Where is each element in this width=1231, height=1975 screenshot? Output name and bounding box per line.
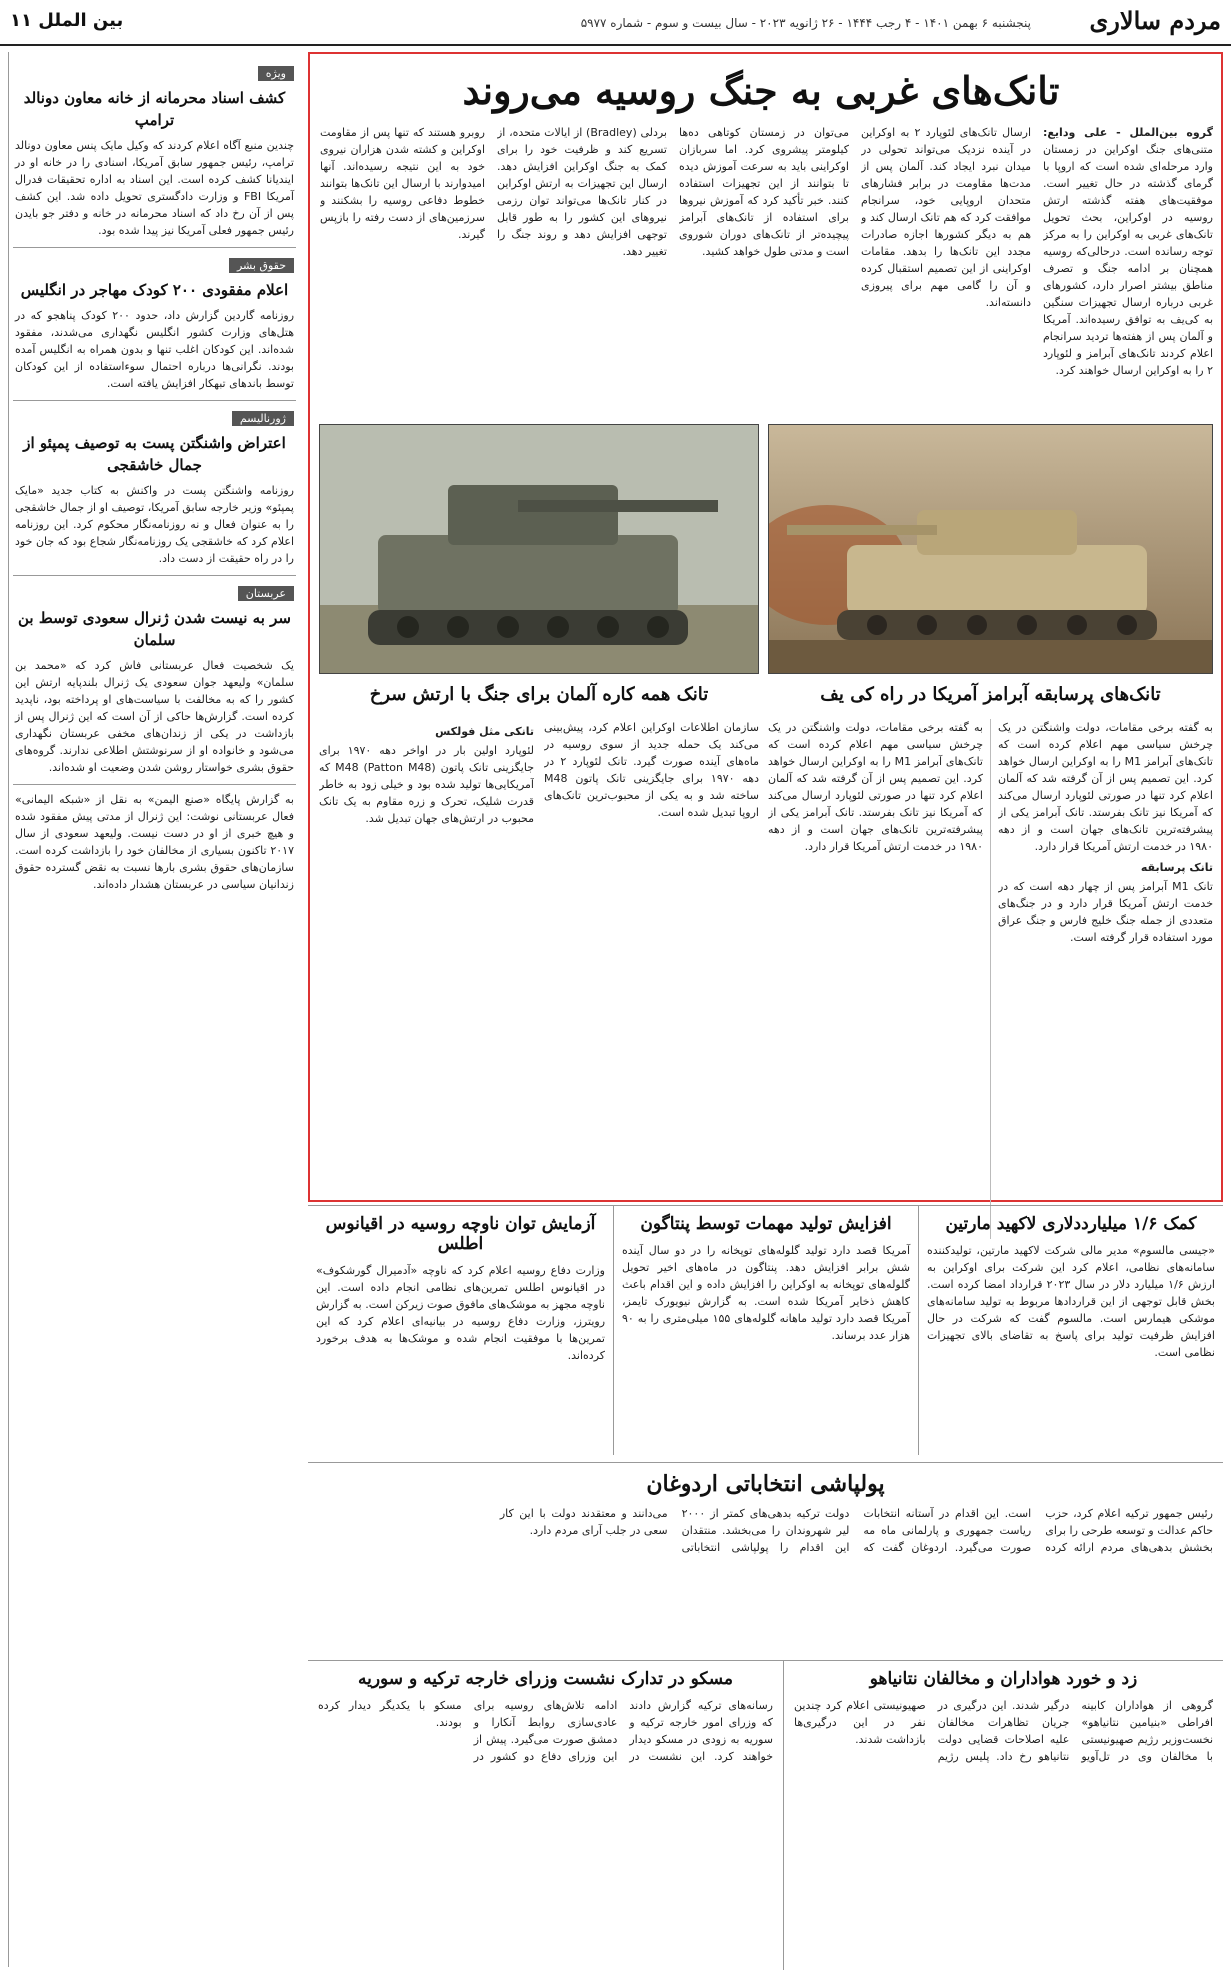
sidebar-tag: حقوق بشر [229,258,294,273]
sidebar-tag: ویژه [258,66,294,81]
sidebar-text: روزنامه واشنگتن پست در واکنش به کتاب جدید «مایک پمپئو» وزیر خارجه سابق آمریکا، توصیف او از جمال خاشقجی را به عنوان فعال و نه روزنامه‌نگار محکوم کرد. این روزنامه اعلام کرد که خاشقجی یک روزنامه‌نگار شجاع بود که جان خود را در راه حقیقت از دست داد. [15,484,294,565]
box-title: افزایش تولید مهمات توسط پنتاگون [640,1214,892,1234]
sidebar-article [13,248,296,401]
sidebar-article [13,785,296,901]
erdogan-text: رئیس جمهور ترکیه اعلام کرد، حزب حاکم عدالت و توسعه طرحی را برای بخشش بدهی‌های مردم ارائه کرده است. این اقدام در آستانه انتخابات ریاست جمهوری و پارلمانی ماه مه صورت می‌گیرد. اردوغان گفت که دولت ترکیه بدهی‌های کمتر از ۲۰۰۰ لیر شهروندان را می‌بخشد. منتقدان این اقدام را پولپاشی انتخاباتی می‌دانند و معتقدند دولت با این کار سعی در جلب آرای مردم دارد. [499,1507,1213,1554]
sidebar-text: یک شخصیت فعال عربستانی فاش کرد که «محمد بن سلمان» ولیعهد جوان سعودی یک ژنرال بلندپایه ارتش این کشور را که به مخالفت با سیاست‌های او پرداخته بود، ناپدید کرده است. گزارش‌ها حاکی از آن است که این ژنرال پس از بازداشت در یکی از زندان‌های مخفی عربستان نگهداری می‌شود و خانواده او از سرنوشتش اطلاعی ندارند. گروه‌های حقوق بشری خواستار روشن شدن وضعیت او شده‌اند. [15,659,294,774]
leopard-tank-image [319,425,758,674]
leopard-text-2: لئوپارد اولین بار در اواخر دهه ۱۹۷۰ برای جایگزینی تانک پاتون M48 (Patton M48) که آمریکایی‌ها تولید شده بود و خیلی زود به خاطر قدرت شلیک، تحرک و زره مقاوم به یک تانک محبوب در ارتش‌های جهان تبدیل شد. [319,744,534,825]
main-col-1 [1043,124,1213,414]
sidebar-article [13,401,296,576]
main-headline: تانک‌های غربی به جنگ روسیه می‌روند [462,68,1060,113]
sidebar-article [13,56,296,248]
main-col-2: ارسال تانک‌های لئوپارد ۲ به اوکراین در آینده نزدیک می‌تواند تحولی در میدان نبرد ایجاد کند. آلمان پس از مدت‌ها مقاومت در برابر فشارهای متحدان اروپایی خود، سرانجام موافقت کرد که هم تانک ارسال کند و هم به دیگر کشورها اجازه صادرات مجدد این تانک‌ها را بدهد. مقامات اوکراینی از این تصمیم استقبال کرده و آن را گامی مهم برای پیروزی دانسته‌اند. [861,126,1031,309]
abrams-text-2: تانک M1 آبرامز پس از چهار دهه است که در خدمت ارتش آمریکا قرار دارد و در جنگ‌های متعددی از جمله جنگ خلیج فارس و جنگ عراق مورد استفاده قرار گرفته است. [998,880,1213,944]
sidebar-tag: ژورنالیسم [232,411,294,426]
main-col-4: بردلی (Bradley) از ایالات متحده، از تسریع کند و ظرفیت خود را برای کمک به جنگ اوکراین افزایش دهد. ارسال این تجهیزات به ارتش اوکراین در کنار تانک‌ها می‌تواند توان رزمی نیروهای این کشور را به طور قابل توجهی افزایش دهد و روند جنگ را تغییر دهد. [497,126,667,258]
sidebar-text: چندین منبع آگاه اعلام کردند که وکیل مایک پنس معاون دونالد ترامپ، رئیس جمهور سابق آمریکا، اسنادی را در خانه او در ایندیانا کشف کرده است. این اسناد به اداره تحقیقات فدرال آمریکا FBI و وزارت دادگستری تحویل داده شد. این کشف پس از آن رخ داد که اسناد محرمانه در خانه و دفتر جو بایدن رئیس جمهور فعلی آمریکا نیز پیدا شده بود. [15,139,294,237]
sidebar-title: اعتراض واشنگتن پست به توصیف پمپئو از جمال خاشقجی [23,434,286,474]
byline: گروه بین‌الملل - علی ودایع: [1043,126,1213,139]
main-col-5: روبرو هستند که تنها پس از مقاومت اوکراین و کشته شدن هزاران نیروی خود به این نتیجه رسیده‌اند. آنها امیدوارند با ارسال این تانک‌ها بتوانند خطوط دفاعی روسیه را بشکنند و سرزمین‌های از دست رفته را بازپس گیرند. [320,126,485,241]
abrams-col-2: به گفته برخی مقامات، دولت واشنگتن در یک چرخش سیاسی مهم اعلام کرده است که تانک‌های آبرامز M1 را به اوکراین ارسال خواهد کرد. این تصمیم پس از آن گرفته شد که آلمان اعلام کرد تنها در صورتی لئوپارد ارسال می‌کند که آمریکا نیز تانک بفرستد. تانک آبرامز یکی از پیشرفته‌ترین تانک‌های جهان است و از دهه ۱۹۸۰ در خدمت ارتش آمریکا قرار دارد. [768,721,983,853]
lockheed-box [918,1205,1223,1455]
box-text: وزارت دفاع روسیه اعلام کرد که ناوچه «آدمیرال گورشکوف» در اقیانوس اطلس تمرین‌های نظامی انجام داده است. این ناوچه مجهز به موشک‌های مافوق صوت زیرکن است. به گزارش رویترز، وزارت دفاع روسیه در بیانیه‌ای اعلام کرد که این تمرین‌ها با موفقیت انجام شده و موشک‌ها به هدف برخورد کرده‌اند. [316,1264,605,1362]
lead-text: متنی‌های جنگ اوکراین در زمستان وارد مرحله‌ای شده است که اروپا با گرمای گذشته در حال تغییر است. موفقیت‌های هفته گذشته ارتش روسیه در اوکراین، بحث تحویل تانک‌های غربی به اوکراین را به مرکز توجه رسانده است. درحالی‌که روسیه همچنان بر ادامه جنگ و تصرف مناطق بیشتر اصرار دارد، کشورهای غربی درباره ارسال تجهیزات سنگین به کی‌یف به توافق رسیده‌اند. آمریکا و آلمان پس از هفته‌ها تردید سرانجام اعلام کردند تانک‌های آبرامز و لئوپارد ۲ را به اوکراین ارسال خواهند کرد. [1043,143,1213,377]
leopard-headline: تانک همه کاره آلمان برای جنگ با ارتش سرخ [369,684,709,705]
sidebar-title: سر به نیست شدن ژنرال سعودی توسط بن سلمان [18,609,291,649]
netanyahu-headline: زد و خورد هواداران و مخالفان نتانیاهو [869,1669,1138,1689]
box-text: «جیسی مالسوم» مدیر مالی شرکت لاکهید مارتین، تولیدکننده سامانه‌های نظامی، اعلام کرد این شرکت برای اوکراین به ارزش ۱/۶ میلیارد دلار در سال ۲۰۲۳ قرارداد امضا کرده است. بخش قابل توجهی از این قراردادها مربوط به تولید سامانه‌های موشکی هیمارس است. مالسوم گفت که شرکت در حال افزایش ظرفیت تولید برای پاسخ به تقاضای بالای تجهیزات نظامی است. [927,1244,1215,1359]
leopard-subhead: تانکی مثل فولکس [435,725,534,738]
abrams-tank-image [768,425,1212,674]
moscow-article [308,1660,783,1970]
sidebar-text: به گزارش پایگاه «صنع الیمن» به نقل از «شبکه الیمانی» فعال عربستانی نوشت: این ژنرال از مدتی پیش مفقود شده و هیچ خبری از او در دست نیست. ولیعهد سعودی از سال ۲۰۱۷ تاکنون بسیاری از مخالفان خود را بازداشت کرده است. سازمان‌های حقوق بشری بارها نسبت به نقض گسترده حقوق زندانیان سیاسی در عربستان هشدار داده‌اند. [15,793,294,891]
pentagon-box [613,1205,918,1455]
sidebar-tag: عربستان [238,586,294,601]
sidebar-article [13,576,296,785]
box-title: آزمایش توان ناوچه روسیه در اقیانوس اطلس [325,1214,596,1254]
abrams-text: به گفته برخی مقامات، دولت واشنگتن در یک چرخش سیاسی مهم اعلام کرده است که تانک‌های آبرامز M1 را به اوکراین ارسال خواهد کرد. این تصمیم پس از آن گرفته شد که آلمان اعلام کرد تنها در صورتی لئوپارد ارسال می‌کند که آمریکا نیز تانک بفرستد. تانک آبرامز یکی از پیشرفته‌ترین تانک‌های جهان است و از دهه ۱۹۸۰ در خدمت ارتش آمریکا قرار دارد. [998,721,1213,853]
moscow-headline: مسکو در تدارک نشست وزرای خارجه ترکیه و سوریه [357,1669,734,1689]
sidebar-title: کشف اسناد محرمانه از خانه معاون دونالد ترامپ [23,89,286,129]
abrams-photo [768,424,1213,674]
section-label: بین الملل ۱۱ [10,10,124,31]
main-feature [308,52,1223,1202]
box-text: آمریکا قصد دارد تولید گلوله‌های توپخانه را در دو سال آینده شش برابر افزایش دهد. پنتاگون در ماه‌های اخیر تحویل گلوله‌های توپخانه به اوکراین را افزایش داده و این اقدام باعث کاهش ذخایر آمریکا شده است. به گزارش نیویورک تایمز، آمریکا قصد دارد تولید ماهانه گلوله‌های ۱۵۵ میلی‌متری را به ۹۰ هزار عدد برساند. [622,1244,910,1342]
box-title: کمک ۱/۶ میلیارددلاری لاکهید مارتین [945,1214,1197,1234]
erdogan-headline: پولپاشی انتخاباتی اردوغان [646,1471,885,1497]
moscow-text: رسانه‌های ترکیه گزارش دادند که وزرای امور خارجه ترکیه و سوریه به زودی در مسکو دیدار خواهند کرد. این نشست در ادامه تلاش‌های روسیه برای عادی‌سازی روابط آنکارا و دمشق صورت می‌گیرد. پیش از این وزرای دفاع دو کشور در مسکو با یکدیگر دیدار کرده بودند. [318,1699,773,1763]
issue-info: پنجشنبه ۶ بهمن ۱۴۰۱ - ۴ رجب ۱۴۴۴ - ۲۶ ژانویه ۲۰۲۳ - سال بیست و سوم - شماره ۵۹۷۷ [580,16,1031,30]
main-col-3: می‌توان در زمستان کوتاهی ده‌ها کیلومتر پیشروی کرد. اما سربازان اوکراینی باید به سرعت آموزش دیده تا بتوانند از این تجهیزات استفاده کنند. خبر تأکید کرد که آموزش نیروها برای استفاده از تانک‌های آبرامز پیچیده‌تر از تانک‌های دوران شوروی است و مدتی طول خواهد کشید. [679,126,849,258]
leopard-photo [319,424,759,674]
abrams-col-1 [998,719,1213,1239]
sidebar-title: اعلام مفقودی ۲۰۰ کودک مهاجر در انگلیس [20,281,289,299]
sidebar-text: روزنامه گاردین گزارش داد، حدود ۲۰۰ کودک پناهجو که در هتل‌های وزارت کشور انگلیس نگهداری می‌شدند، مفقود شده‌اند. این کودکان اغلب تنها و بدون همراه به انگلیس آمده بودند. نگرانی‌ها درباره احتمال سوءاستفاده از این کودکان توسط باندهای تبهکار افزایش یافته است. [15,309,295,390]
sidebar [8,52,300,1967]
netanyahu-article [783,1660,1223,1970]
erdogan-article [308,1462,1223,1652]
abrams-subhead: تانک پرسابقه [1140,861,1213,874]
page-header [0,0,1231,46]
newspaper-logo: مردم سالاری [1089,6,1221,35]
leopard-col-1: سازمان اطلاعات اوکراین اعلام کرد، پیش‌بینی می‌کند یک حمله جدید از سوی روسیه در ماه‌های آینده صورت گیرد. تانک لئوپارد ۲ در دهه ۱۹۷۰ برای جایگزینی تانک پاتون M48 ساخته شد و به یکی از محبوب‌ترین تانک‌های اروپا تبدیل شده است. [544,721,759,819]
leopard-col-2 [319,719,534,1239]
netanyahu-text: گروهی از هواداران کابینه افراطی «بنیامین نتانیاهو» نخست‌وزیر رژیم صهیونیستی با مخالفان وی در تل‌آویو درگیر شدند. این درگیری در جریان تظاهرات مخالفان علیه اصلاحات قضایی دولت نتانیاهو رخ داد. پلیس رژیم صهیونیستی اعلام کرد چندین نفر در این درگیری‌ها بازداشت شدند. [794,1699,1213,1763]
abrams-headline: تانک‌های پرسابقه آبرامز آمریکا در راه کی یف [820,684,1161,705]
navy-box [308,1205,613,1455]
